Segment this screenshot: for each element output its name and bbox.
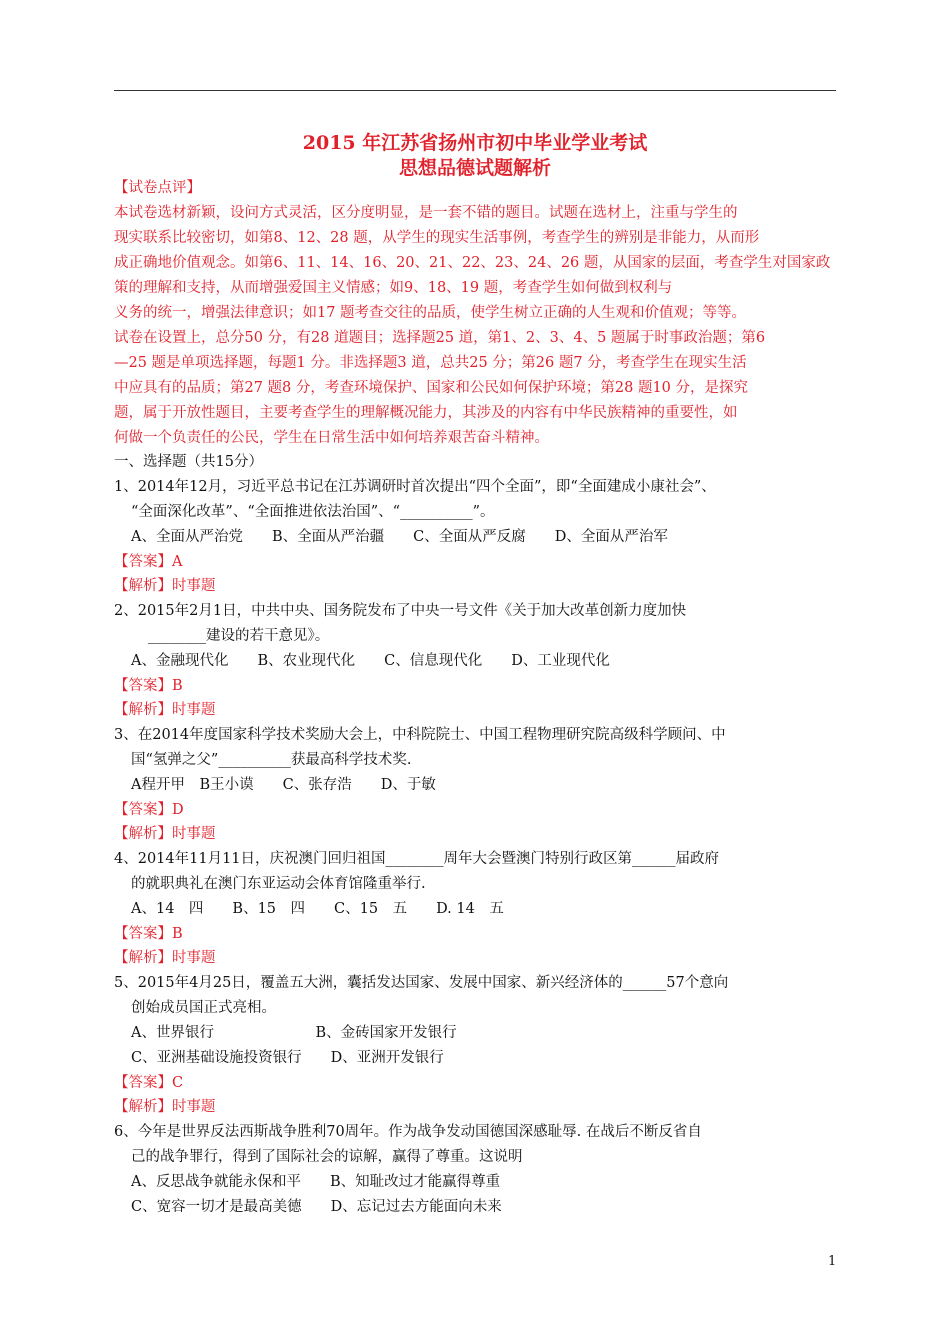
- answer-label: 【答案】D: [114, 802, 184, 818]
- review-line: 题，属于开放性题目，主要考查学生的理解概况能力，其涉及的内容有中华民族精神的重要性，如: [114, 405, 738, 421]
- header-rule: [114, 90, 836, 91]
- question-stem: 创始成员国正式亮相。: [131, 1000, 276, 1016]
- question-stem: 己的战争罪行，得到了国际社会的谅解，赢得了尊重。这说明: [131, 1149, 523, 1165]
- review-line: 本试卷选材新颖，设问方式灵活，区分度明显，是一套不错的题目。试题在选材上，注重与学生的: [114, 205, 738, 221]
- review-line: 成正确地价值观念。如第6、11、14、16、20、21、22、23、24、26 题，从国家的层面，考查学生对国家政: [114, 255, 831, 271]
- analysis-label: 【解析】时事题: [114, 1099, 216, 1115]
- question-options: A、反思战争就能永保和平 B、知耻改过才能赢得尊重: [131, 1174, 501, 1190]
- review-heading: 【试卷点评】: [114, 180, 201, 196]
- question-options: A、14 四 B、15 四 C、15 五 D. 14 五: [131, 901, 504, 917]
- review-line: 策的理解和支持，从而增强爱国主义情感；如9、18、19 题，考查学生如何做到权利与: [114, 280, 673, 296]
- analysis-label: 【解析】时事题: [114, 826, 216, 842]
- answer-label: 【答案】B: [114, 678, 183, 694]
- question-options: A、世界银行 B、金砖国家开发银行: [131, 1025, 457, 1041]
- question-stem: ________建设的若干意见》。: [148, 628, 330, 644]
- question-options: C、宽容一切才是最高美德 D、忘记过去方能面向未来: [131, 1199, 502, 1215]
- question-stem: 6、今年是世界反法西斯战争胜利70周年。作为战争发动国德国深感耻辱. 在战后不断反省自: [114, 1124, 702, 1140]
- analysis-label: 【解析】时事题: [114, 702, 216, 718]
- review-line: —25 题是单项选择题，每题1 分。非选择题3 道，总共25 分；第26 题7 分，考查学生在现实生活: [114, 355, 747, 371]
- question-stem: 的就职典礼在澳门东亚运动会体育馆隆重举行.: [131, 876, 426, 892]
- question-options: A程开甲 B王小谟 C、张存浩 D、于敏: [131, 777, 436, 793]
- page-number: 1: [828, 1254, 837, 1269]
- doc-title-line1: 2015 年江苏省扬州市初中毕业学业考试: [302, 132, 648, 154]
- review-line: 中应具有的品质；第27 题8 分，考查环境保护、国家和公民如何保护环境；第28 题10 分，是探究: [114, 380, 749, 396]
- question-options: A、全面从严治党 B、全面从严治疆 C、全面从严反腐 D、全面从严治军: [131, 529, 668, 545]
- question-stem: 4、2014年11月11日，庆祝澳门回归祖国________周年大会暨澳门特别行政区第______届政府: [114, 851, 720, 867]
- question-stem: “全面深化改革”、“全面推进依法治国”、“__________”。: [131, 504, 495, 520]
- review-line: 何做一个负责任的公民，学生在日常生活中如何培养艰苦奋斗精神。: [114, 430, 549, 446]
- question-stem: 国“氢弹之父”__________获最高科学技术奖.: [131, 752, 412, 768]
- answer-label: 【答案】A: [114, 554, 183, 570]
- question-options: C、亚洲基础设施投资银行 D、亚洲开发银行: [131, 1050, 444, 1066]
- question-stem: 2、2015年2月1日，中共中央、国务院发布了中央一号文件《关于加大改革创新力度加快: [114, 603, 687, 619]
- doc-title-line2: 思想品德试题解析: [398, 157, 551, 179]
- question-stem: 1、2014年12月，习近平总书记在江苏调研时首次提出“四个全面”，即“全面建成小康社会”、: [114, 479, 716, 495]
- question-options: A、金融现代化 B、农业现代化 C、信息现代化 D、工业现代化: [131, 653, 610, 669]
- question-stem: 5、2015年4月25日，覆盖五大洲，囊括发达国家、发展中国家、新兴经济体的______57个意向: [114, 975, 729, 991]
- answer-label: 【答案】B: [114, 926, 183, 942]
- section-heading: 一、选择题（共15分）: [114, 454, 263, 470]
- analysis-label: 【解析】时事题: [114, 578, 216, 594]
- question-stem: 3、在2014年度国家科学技术奖励大会上，中科院院士、中国工程物理研究院高级科学顾问、中: [114, 727, 726, 743]
- review-line: 义务的统一，增强法律意识；如17 题考查交往的品质，使学生树立正确的人生观和价值观；等等。: [114, 305, 747, 321]
- analysis-label: 【解析】时事题: [114, 950, 216, 966]
- review-line: 试卷在设置上，总分50 分，有28 道题目；选择题25 道，第1、2、3、4、5 题属于时事政治题；第6: [114, 330, 766, 346]
- answer-label: 【答案】C: [114, 1075, 184, 1091]
- review-line: 现实联系比较密切，如第8、12、28 题，从学生的现实生活事例，考查学生的辨别是非能力，从而形: [114, 230, 760, 246]
